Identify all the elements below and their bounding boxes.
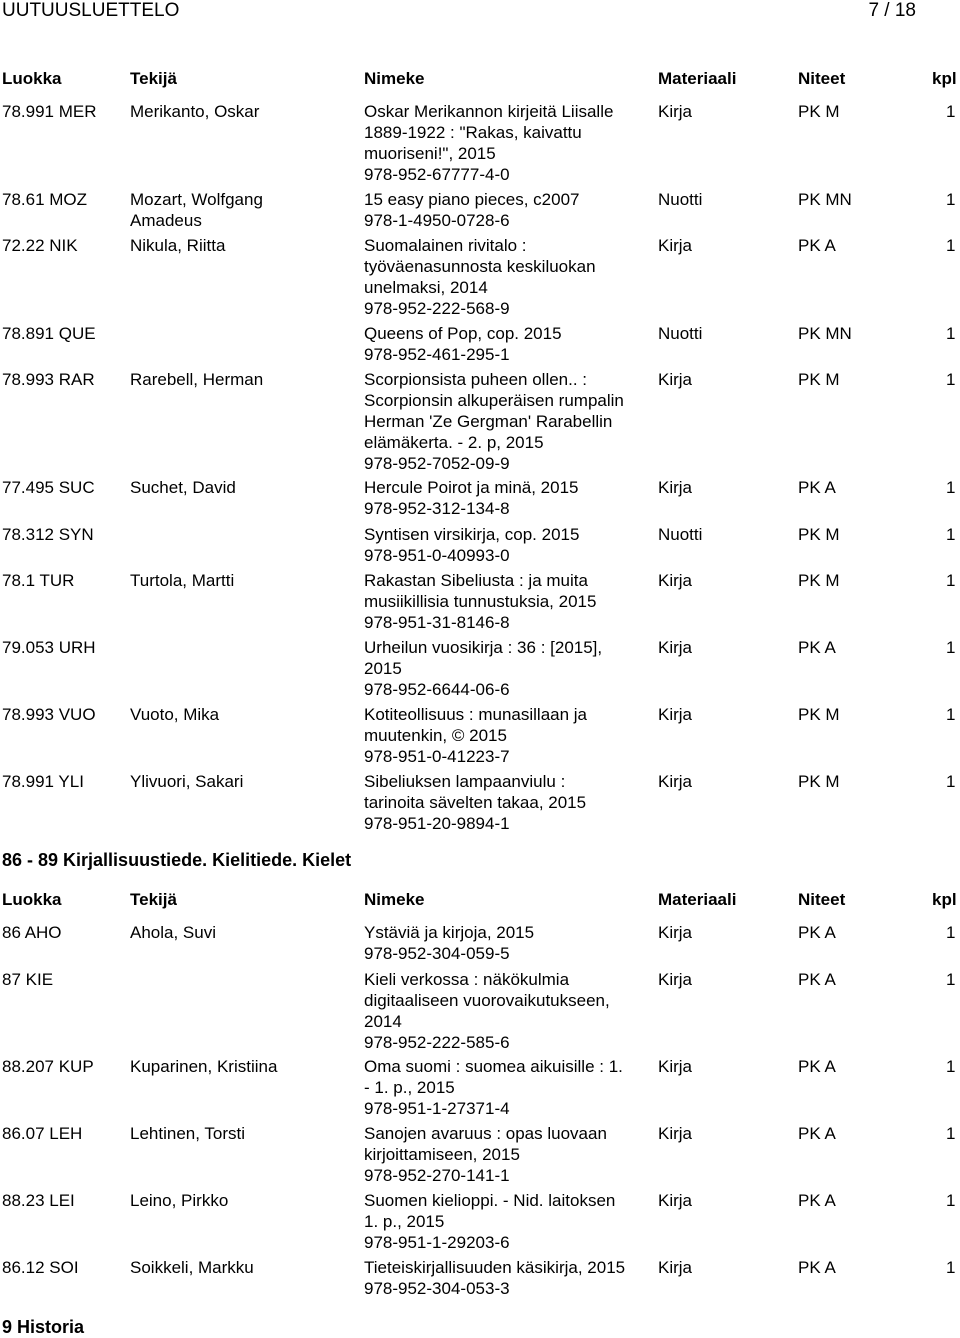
title-line: Kieli verkossa : näkökulmia <box>364 969 570 989</box>
catalog-row <box>0 969 960 1051</box>
copies-location-cell: PK M <box>798 102 840 121</box>
copies-location-cell: PK A <box>798 1124 836 1143</box>
author-line: Turtola, Martti <box>130 571 235 590</box>
title-line: digitaaliseen vuorovaikutukseen, <box>364 990 610 1010</box>
author-cell <box>130 189 355 231</box>
title-line: Ystäviä ja kirjoja, 2015 <box>364 923 535 942</box>
catalog-row <box>0 922 960 963</box>
title-line: 978-951-1-29203-6 <box>364 1233 510 1252</box>
material-cell: Kirja <box>658 1191 693 1210</box>
title-line: 978-952-304-053-3 <box>364 1279 510 1298</box>
page-header <box>0 0 960 24</box>
title-cell <box>364 369 649 474</box>
copies-location-cell: PK A <box>798 1191 836 1210</box>
classification-cell: 88.23 LEI <box>2 1191 75 1210</box>
title-line: Suomalainen rivitalo : <box>364 236 527 255</box>
material-cell: Kirja <box>658 1057 693 1076</box>
title-line: tarinoita sävelten takaa, 2015 <box>364 793 587 812</box>
author-cell <box>130 922 355 943</box>
title-line: muoriseni!", 2015 <box>364 144 496 163</box>
classification-cell: 77.495 SUC <box>2 478 95 497</box>
author-line: Ahola, Suvi <box>130 923 216 942</box>
material-cell: Kirja <box>658 236 693 255</box>
author-line: Suchet, David <box>130 478 236 497</box>
col-header-kpl: kpl <box>932 890 957 909</box>
catalog-row <box>0 323 960 364</box>
title-line: - 1. p., 2015 <box>364 1078 455 1097</box>
title-line: Hercule Poirot ja minä, 2015 <box>364 478 579 497</box>
title-line: Syntisen virsikirja, cop. 2015 <box>364 524 580 544</box>
author-cell <box>130 1123 355 1144</box>
material-cell: Kirja <box>658 478 693 497</box>
col-header-tekija: Tekijä <box>130 890 177 909</box>
material-cell: Kirja <box>658 1124 693 1143</box>
title-line: unelmaksi, 2014 <box>364 278 488 297</box>
classification-cell: 79.053 URH <box>2 638 96 657</box>
title-line: Suomen kielioppi. - Nid. laitoksen <box>364 1191 616 1210</box>
copies-location-cell: PK A <box>798 638 836 657</box>
title-line: Urheilun vuosikirja : 36 : [2015], <box>364 638 603 657</box>
author-cell <box>130 1056 355 1077</box>
catalog-row <box>0 570 960 632</box>
title-line: 978-951-0-41223-7 <box>364 747 510 766</box>
col-header-nimeke: Nimeke <box>364 69 425 88</box>
author-line: Kuparinen, Kristiina <box>130 1057 278 1076</box>
classification-cell: 87 KIE <box>2 969 54 989</box>
author-line: Lehtinen, Torsti <box>130 1124 245 1143</box>
title-line: työväenasunnosta keskiluokan <box>364 257 596 276</box>
classification-cell: 78.993 RAR <box>2 370 95 389</box>
catalog-row <box>0 1123 960 1185</box>
copies-location-cell: PK M <box>798 370 840 389</box>
catalog-row <box>0 477 960 518</box>
copies-location-cell: PK A <box>798 236 836 255</box>
title-line: Rakastan Sibeliusta : ja muita <box>364 571 588 590</box>
author-line: Soikkeli, Markku <box>130 1258 254 1277</box>
title-cell <box>364 771 649 834</box>
material-cell: Kirja <box>658 571 693 590</box>
count-cell: 1 <box>946 189 956 209</box>
classification-cell: 78.991 MER <box>2 102 97 121</box>
author-line: Amadeus <box>130 210 202 230</box>
title-line: 978-951-0-40993-0 <box>364 545 510 565</box>
copies-location-cell: PK MN <box>798 323 852 343</box>
catalog-row <box>0 369 960 472</box>
title-line: 1. p., 2015 <box>364 1212 445 1231</box>
author-cell <box>130 570 355 591</box>
section-title: 86 - 89 Kirjallisuustiede. Kielitiede. Kielet <box>2 850 352 870</box>
column-header-row <box>0 889 960 911</box>
title-line: 978-1-4950-0728-6 <box>364 210 510 230</box>
material-cell: Nuotti <box>658 189 703 209</box>
col-header-niteet: Niteet <box>798 69 846 88</box>
title-cell <box>364 323 649 365</box>
count-cell: 1 <box>946 478 956 497</box>
count-cell: 1 <box>946 102 956 121</box>
title-line: 978-952-461-295-1 <box>364 344 510 364</box>
title-cell <box>364 1123 649 1186</box>
catalog-row <box>0 524 960 565</box>
count-cell: 1 <box>946 705 956 724</box>
title-line: 978-952-6644-06-6 <box>364 680 510 699</box>
title-line: Kotiteollisuus : munasillaan ja <box>364 705 588 724</box>
count-cell: 1 <box>946 323 956 343</box>
author-line: Merikanto, Oskar <box>130 102 260 121</box>
title-line: Queens of Pop, cop. 2015 <box>364 323 562 343</box>
count-cell: 1 <box>946 969 956 989</box>
count-cell: 1 <box>946 1124 956 1143</box>
title-line: 1889-1922 : "Rakas, kaivattu <box>364 123 582 142</box>
count-cell: 1 <box>946 524 956 544</box>
material-cell: Kirja <box>658 370 693 389</box>
count-cell: 1 <box>946 1258 956 1277</box>
title-line: muutenkin, © 2015 <box>364 726 507 745</box>
classification-cell: 78.1 TUR <box>2 571 75 590</box>
author-line: Vuoto, Mika <box>130 705 220 724</box>
classification-cell: 88.207 KUP <box>2 1057 94 1076</box>
classification-cell: 86.12 SOI <box>2 1258 79 1277</box>
material-cell: Kirja <box>658 102 693 121</box>
title-cell <box>364 189 649 231</box>
title-line: elämäkerta. - 2. p, 2015 <box>364 433 544 452</box>
title-line: 978-951-31-8146-8 <box>364 613 510 632</box>
catalog-row <box>0 189 960 230</box>
title-line: 978-952-222-585-6 <box>364 1032 510 1052</box>
material-cell: Kirja <box>658 705 693 724</box>
count-cell: 1 <box>946 236 956 255</box>
copies-location-cell: PK A <box>798 1057 836 1076</box>
catalog-row <box>0 235 960 317</box>
title-cell <box>364 1257 649 1299</box>
col-header-niteet: Niteet <box>798 890 846 909</box>
col-header-materiaali: Materiaali <box>658 69 737 88</box>
title-line: 978-952-304-059-5 <box>364 944 510 963</box>
material-cell: Kirja <box>658 638 693 657</box>
catalog-row <box>0 101 960 183</box>
author-cell <box>130 1190 355 1211</box>
col-header-tekija: Tekijä <box>130 69 177 88</box>
catalog-row <box>0 637 960 699</box>
document-title: UUTUUSLUETTELO <box>2 0 180 21</box>
catalog-row <box>0 771 960 833</box>
count-cell: 1 <box>946 772 956 791</box>
title-line: Scorpionsin alkuperäisen rumpalin <box>364 391 624 410</box>
classification-cell: 78.993 VUO <box>2 705 96 724</box>
title-line: 978-952-222-568-9 <box>364 299 510 318</box>
col-header-kpl: kpl <box>932 69 957 88</box>
classification-cell: 86.07 LEH <box>2 1124 83 1143</box>
classification-cell: 78.891 QUE <box>2 323 96 343</box>
title-cell <box>364 477 649 519</box>
copies-location-cell: PK M <box>798 524 840 544</box>
author-line: Mozart, Wolfgang <box>130 189 263 209</box>
title-line: Oma suomi : suomea aikuisille : 1. <box>364 1057 623 1076</box>
col-header-nimeke: Nimeke <box>364 890 425 909</box>
catalog-row <box>0 1190 960 1252</box>
count-cell: 1 <box>946 923 956 942</box>
title-line: kirjoittamiseen, 2015 <box>364 1145 520 1164</box>
copies-location-cell: PK A <box>798 1258 836 1277</box>
material-cell: Nuotti <box>658 323 703 343</box>
author-cell <box>130 101 355 122</box>
title-cell <box>364 235 649 319</box>
col-header-materiaali: Materiaali <box>658 890 737 909</box>
title-cell <box>364 704 649 767</box>
copies-location-cell: PK A <box>798 478 836 497</box>
title-cell <box>364 524 649 566</box>
title-line: Sanojen avaruus : opas luovaan <box>364 1124 607 1143</box>
material-cell: Kirja <box>658 969 693 989</box>
copies-location-cell: PK M <box>798 571 840 590</box>
material-cell: Kirja <box>658 772 693 791</box>
title-line: 2015 <box>364 659 402 678</box>
classification-cell: 86 AHO <box>2 923 62 942</box>
title-cell <box>364 969 649 1053</box>
title-cell <box>364 1056 649 1119</box>
classification-cell: 78.312 SYN <box>2 524 94 544</box>
col-header-luokka: Luokka <box>2 69 62 88</box>
copies-location-cell: PK A <box>798 923 836 942</box>
title-line: 978-952-7052-09-9 <box>364 454 510 473</box>
count-cell: 1 <box>946 370 956 389</box>
catalog-row <box>0 1056 960 1118</box>
copies-location-cell: PK MN <box>798 189 852 209</box>
title-cell <box>364 101 649 185</box>
page-number: 7 / 18 <box>868 0 916 21</box>
author-cell <box>130 1257 355 1278</box>
title-line: 15 easy piano pieces, c2007 <box>364 189 580 209</box>
title-line: 978-952-270-141-1 <box>364 1166 510 1185</box>
section-title: 9 Historia <box>2 1317 85 1337</box>
title-line: 978-952-312-134-8 <box>364 499 510 518</box>
material-cell: Kirja <box>658 1258 693 1277</box>
material-cell: Kirja <box>658 923 693 942</box>
title-line: Scorpionsista puheen ollen.. : <box>364 370 588 389</box>
classification-cell: 78.61 MOZ <box>2 189 88 209</box>
title-line: 978-951-1-27371-4 <box>364 1099 510 1118</box>
title-line: Oskar Merikannon kirjeitä Liisalle <box>364 102 614 121</box>
count-cell: 1 <box>946 1057 956 1076</box>
classification-cell: 72.22 NIK <box>2 236 78 255</box>
author-cell <box>130 369 355 390</box>
author-line: Nikula, Riitta <box>130 236 226 255</box>
title-line: Sibeliuksen lampaanviulu : <box>364 772 566 791</box>
author-line: Ylivuori, Sakari <box>130 772 244 791</box>
count-cell: 1 <box>946 571 956 590</box>
author-line: Leino, Pirkko <box>130 1191 229 1210</box>
copies-location-cell: PK M <box>798 772 840 791</box>
material-cell: Nuotti <box>658 524 703 544</box>
title-line: Herman 'Ze Gergman' Rarabellin <box>364 412 613 431</box>
title-line: Tieteiskirjallisuuden käsikirja, 2015 <box>364 1258 626 1277</box>
title-cell <box>364 922 649 964</box>
count-cell: 1 <box>946 1191 956 1210</box>
author-cell <box>130 235 355 256</box>
title-cell <box>364 1190 649 1253</box>
catalog-row <box>0 1257 960 1298</box>
catalog-row <box>0 704 960 766</box>
copies-location-cell: PK M <box>798 705 840 724</box>
author-cell <box>130 704 355 725</box>
title-cell <box>364 637 649 700</box>
col-header-luokka: Luokka <box>2 890 62 909</box>
copies-location-cell: PK A <box>798 969 836 989</box>
classification-cell: 78.991 YLI <box>2 772 84 791</box>
title-line: 2014 <box>364 1011 402 1031</box>
count-cell: 1 <box>946 638 956 657</box>
column-header-row <box>0 68 960 90</box>
title-line: musiikillisia tunnustuksia, 2015 <box>364 592 597 611</box>
title-line: 978-952-67777-4-0 <box>364 165 510 184</box>
author-line: Rarebell, Herman <box>130 370 264 389</box>
title-line: 978-951-20-9894-1 <box>364 814 510 833</box>
title-cell <box>364 570 649 633</box>
author-cell <box>130 771 355 792</box>
author-cell <box>130 477 355 498</box>
